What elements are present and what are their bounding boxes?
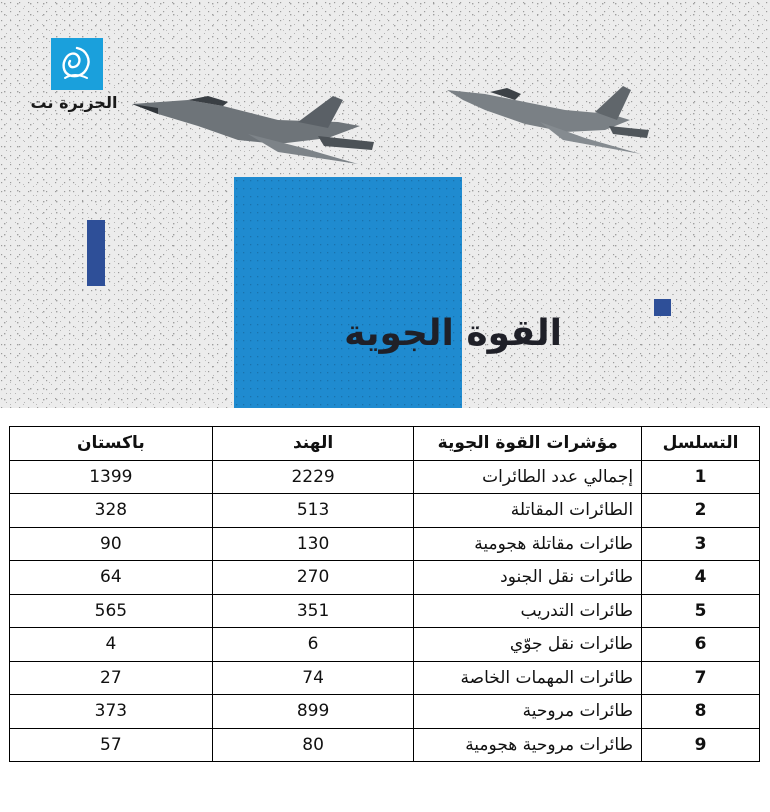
cell-india: 2229 [212, 460, 414, 494]
al-jazeera-logo [51, 38, 103, 90]
comparison-table [9, 426, 760, 762]
accent-bar [87, 220, 105, 286]
cell-indicator: طائرات نقل جوّي [414, 628, 642, 662]
cell-indicator: طائرات مروحية هجومية [414, 728, 642, 762]
cell-seq: 8 [642, 695, 760, 729]
cell-seq: 5 [642, 594, 760, 628]
cell-pakistan: 90 [10, 527, 213, 561]
cell-india: 351 [212, 594, 414, 628]
cell-india: 6 [212, 628, 414, 662]
cell-seq: 9 [642, 728, 760, 762]
fighter-jet-icon [128, 86, 376, 186]
cell-india: 80 [212, 728, 414, 762]
table-row [10, 728, 760, 762]
table-row [10, 628, 760, 662]
cell-indicator: طائرات التدريب [414, 594, 642, 628]
cell-india: 74 [212, 661, 414, 695]
table-row [10, 494, 760, 528]
header-seq: التسلسل [642, 427, 760, 461]
header-india: الهند [212, 427, 414, 461]
logo-wordmark: الجزيرة نت [30, 93, 118, 112]
cell-pakistan: 328 [10, 494, 213, 528]
cell-india: 513 [212, 494, 414, 528]
cell-seq: 1 [642, 460, 760, 494]
cell-pakistan: 27 [10, 661, 213, 695]
cell-pakistan: 4 [10, 628, 213, 662]
cell-pakistan: 373 [10, 695, 213, 729]
cell-pakistan: 64 [10, 561, 213, 595]
cell-indicator: طائرات مقاتلة هجومية [414, 527, 642, 561]
page-title: القوة الجوية [344, 313, 562, 354]
cell-pakistan: 57 [10, 728, 213, 762]
cell-indicator: طائرات نقل الجنود [414, 561, 642, 595]
table-row [10, 695, 760, 729]
cell-seq: 6 [642, 628, 760, 662]
table-row [10, 594, 760, 628]
cell-indicator: إجمالي عدد الطائرات [414, 460, 642, 494]
cell-india: 270 [212, 561, 414, 595]
table-row [10, 460, 760, 494]
header-pakistan: باكستان [10, 427, 213, 461]
cell-india: 130 [212, 527, 414, 561]
accent-square [654, 299, 671, 316]
table-row [10, 527, 760, 561]
blue-panel [234, 177, 462, 408]
cell-pakistan: 1399 [10, 460, 213, 494]
cell-indicator: طائرات مروحية [414, 695, 642, 729]
cell-indicator: الطائرات المقاتلة [414, 494, 642, 528]
cell-seq: 3 [642, 527, 760, 561]
fighter-jet-icon [445, 82, 650, 164]
cell-seq: 7 [642, 661, 760, 695]
table-row [10, 561, 760, 595]
cell-seq: 2 [642, 494, 760, 528]
cell-seq: 4 [642, 561, 760, 595]
table-header-row [10, 427, 760, 461]
cell-pakistan: 565 [10, 594, 213, 628]
cell-india: 899 [212, 695, 414, 729]
table-row [10, 661, 760, 695]
header-indicator: مؤشرات القوة الجوية [414, 427, 642, 461]
cell-indicator: طائرات المهمات الخاصة [414, 661, 642, 695]
